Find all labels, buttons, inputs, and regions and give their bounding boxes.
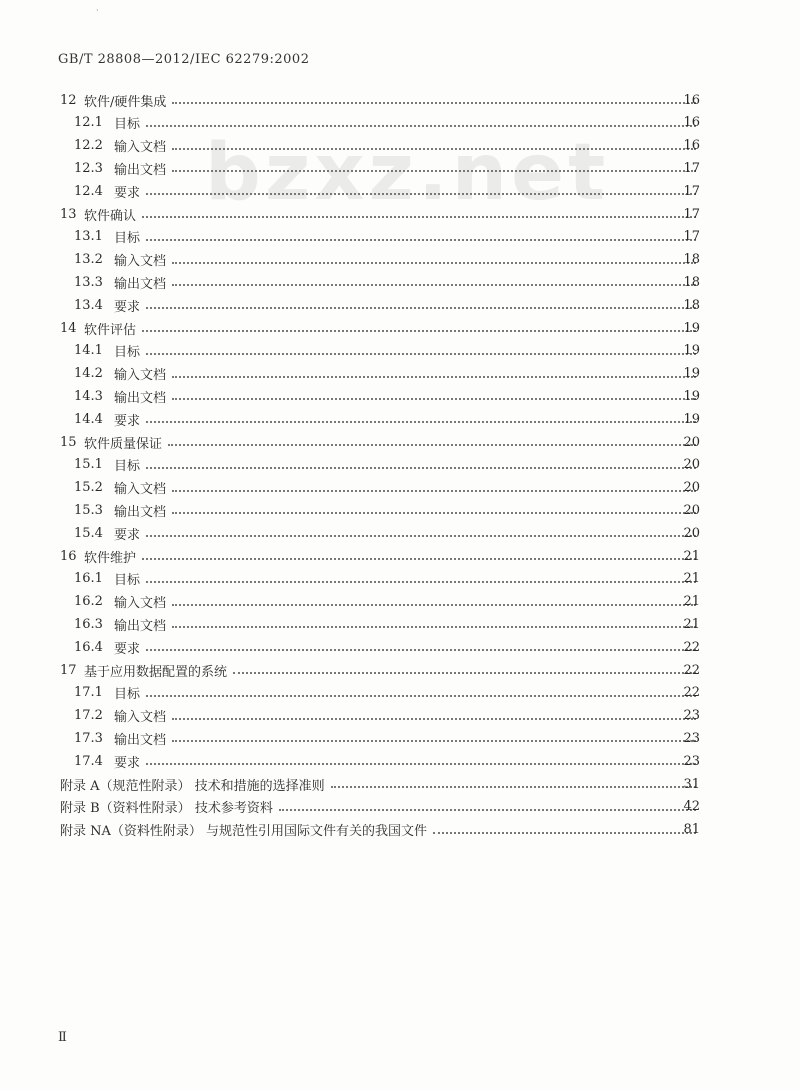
toc-entry-page: 31	[683, 776, 700, 792]
toc-entry-section[interactable]	[0, 386, 800, 406]
toc-entry-page: 18	[683, 252, 700, 268]
toc-entry-page: 81	[683, 822, 700, 838]
toc-entry-number: 16	[60, 548, 77, 564]
toc-entry-number: 12.1	[74, 115, 103, 131]
toc-entry-number: 13.1	[74, 229, 103, 245]
toc-entry-chapter[interactable]	[0, 204, 800, 224]
dot-leader	[172, 284, 696, 286]
dot-leader	[172, 102, 696, 104]
toc-entry-section[interactable]	[0, 706, 800, 726]
toc-entry-chapter[interactable]	[0, 318, 800, 338]
toc-entry-number: 14.1	[74, 343, 103, 359]
toc-entry-title: 附录 A（规范性附录） 技术和措施的选择准则	[60, 778, 325, 794]
toc-entry-title: 附录 NA（资料性附录） 与规范性引用国际文件有关的我国文件	[60, 824, 428, 840]
toc-entry-annex[interactable]	[0, 820, 800, 840]
dot-leader	[233, 672, 696, 674]
toc-entry-title: 软件维护	[84, 550, 137, 566]
toc-entry-annex[interactable]	[0, 774, 800, 794]
dot-leader	[146, 763, 696, 765]
dot-leader	[172, 740, 696, 742]
toc-entry-page: 17	[683, 183, 700, 199]
toc-entry-title: 目标	[114, 573, 141, 589]
toc-entry-page: 17	[683, 206, 700, 222]
toc-entry-page: 21	[683, 594, 700, 610]
toc-entry-number: 13	[60, 206, 77, 222]
toc-entry-number: 13.3	[74, 274, 103, 290]
scan-mark: ·	[96, 6, 99, 15]
toc-entry-number: 17.3	[74, 730, 103, 746]
toc-entry-page: 22	[683, 639, 700, 655]
toc-entry-number: 12.4	[74, 183, 103, 199]
toc-entry-number: 17.2	[74, 708, 103, 724]
toc-entry-section[interactable]	[0, 341, 800, 361]
toc-entry-title: 要求	[114, 641, 141, 657]
toc-entry-page: 16	[683, 92, 700, 108]
toc-entry-title: 要求	[114, 299, 141, 315]
toc-entry-title: 目标	[114, 117, 141, 133]
toc-entry-page: 22	[683, 685, 700, 701]
toc-entry-title: 要求	[114, 755, 141, 771]
toc-entry-title: 输出文档	[114, 732, 167, 748]
dot-leader	[172, 512, 696, 514]
dot-leader	[146, 125, 696, 127]
dot-leader	[433, 832, 696, 834]
toc-entry-section[interactable]	[0, 751, 800, 771]
dot-leader	[168, 444, 696, 446]
toc-entry-number: 15.4	[74, 525, 103, 541]
toc-entry-title: 目标	[114, 231, 141, 247]
toc-entry-page: 23	[683, 708, 700, 724]
toc-entry-chapter[interactable]	[0, 432, 800, 452]
toc-entry-section[interactable]	[0, 295, 800, 315]
toc-entry-title: 软件/硬件集成	[84, 94, 167, 110]
toc-entry-number: 16.4	[74, 639, 103, 655]
toc-entry-page: 19	[683, 320, 700, 336]
toc-entry-page: 42	[683, 799, 700, 815]
toc-entry-page: 17	[683, 160, 700, 176]
toc-entry-title: 软件质量保证	[84, 436, 163, 452]
toc-entry-page: 20	[683, 480, 700, 496]
toc-entry-section[interactable]	[0, 523, 800, 543]
dot-leader	[331, 786, 696, 788]
toc-entry-section[interactable]	[0, 181, 800, 201]
toc-entry-number: 14	[60, 320, 77, 336]
toc-entry-section[interactable]	[0, 227, 800, 247]
toc-entry-number: 15.3	[74, 502, 103, 518]
toc-entry-title: 要求	[114, 527, 141, 543]
toc-entry-number: 12.2	[74, 138, 103, 154]
dot-leader	[146, 581, 696, 583]
toc-entry-section[interactable]	[0, 637, 800, 657]
dot-leader	[172, 376, 696, 378]
dot-leader	[172, 262, 696, 264]
toc-entry-title: 目标	[114, 459, 141, 475]
toc-entry-section[interactable]	[0, 614, 800, 634]
toc-entry-title: 输出文档	[114, 276, 167, 292]
dot-leader	[146, 421, 696, 423]
toc-entry-number: 17	[60, 662, 77, 678]
toc-entry-section[interactable]	[0, 250, 800, 270]
toc-entry-section[interactable]	[0, 272, 800, 292]
toc-entry-number: 17.4	[74, 753, 103, 769]
toc-entry-page: 19	[683, 366, 700, 382]
toc-entry-title: 附录 B（资料性附录） 技术参考资料	[60, 801, 273, 817]
toc-entry-page: 23	[683, 730, 700, 746]
toc-entry-number: 13.4	[74, 297, 103, 313]
toc-entry-number: 15.2	[74, 480, 103, 496]
dot-leader	[172, 604, 696, 606]
toc-entry-number: 12.3	[74, 160, 103, 176]
toc-entry-title: 目标	[114, 687, 141, 703]
toc-entry-title: 软件确认	[84, 208, 137, 224]
dot-leader	[172, 170, 696, 172]
toc-entry-page: 18	[683, 297, 700, 313]
toc-entry-page: 17	[683, 229, 700, 245]
toc-entry-title: 输入文档	[114, 482, 167, 498]
toc-entry-number: 15	[60, 434, 77, 450]
toc-entry-title: 要求	[114, 413, 141, 429]
dot-leader	[146, 239, 696, 241]
toc-entry-section[interactable]	[0, 113, 800, 133]
toc-entry-title: 输入文档	[114, 254, 167, 270]
standard-code-header: GB/T 28808—2012/IEC 62279:2002	[58, 52, 310, 67]
toc-entry-section[interactable]	[0, 364, 800, 384]
dot-leader	[172, 398, 696, 400]
toc-entry-page: 20	[683, 457, 700, 473]
dot-leader	[172, 148, 696, 150]
toc-entry-number: 16.3	[74, 616, 103, 632]
toc-entry-title: 软件评估	[84, 322, 137, 338]
toc-entry-section[interactable]	[0, 728, 800, 748]
toc-entry-number: 16.1	[74, 571, 103, 587]
toc-entry-title: 目标	[114, 345, 141, 361]
toc-entry-page: 16	[683, 115, 700, 131]
toc-entry-title: 输入文档	[114, 596, 167, 612]
toc-entry-title: 要求	[114, 185, 141, 201]
toc-entry-number: 14.2	[74, 366, 103, 382]
toc-entry-title: 输入文档	[114, 710, 167, 726]
dot-leader	[142, 558, 696, 560]
toc-entry-title: 输入文档	[114, 368, 167, 384]
page-number-footer: Ⅱ	[58, 1030, 67, 1045]
toc-entry-number: 15.1	[74, 457, 103, 473]
toc-entry-page: 16	[683, 138, 700, 154]
dot-leader	[172, 718, 696, 720]
toc-entry-page: 18	[683, 274, 700, 290]
toc-entry-section[interactable]	[0, 683, 800, 703]
dot-leader	[172, 626, 696, 628]
toc-entry-number: 14.4	[74, 411, 103, 427]
toc-entry-page: 23	[683, 753, 700, 769]
toc-entry-title: 基于应用数据配置的系统	[84, 664, 228, 680]
toc-entry-section[interactable]	[0, 136, 800, 156]
dot-leader	[142, 330, 696, 332]
toc-entry-number: 13.2	[74, 252, 103, 268]
toc-entry-page: 19	[683, 411, 700, 427]
toc-entry-page: 22	[683, 662, 700, 678]
toc-entry-number: 16.2	[74, 594, 103, 610]
toc-entry-title: 输出文档	[114, 390, 167, 406]
toc-entry-title: 输入文档	[114, 140, 167, 156]
toc-entry-section[interactable]	[0, 478, 800, 498]
toc-entry-chapter[interactable]	[0, 90, 800, 110]
toc-entry-annex[interactable]	[0, 797, 800, 817]
dot-leader	[146, 649, 696, 651]
toc-entry-page: 20	[683, 502, 700, 518]
toc-entry-title: 输出文档	[114, 162, 167, 178]
toc-entry-section[interactable]	[0, 569, 800, 589]
toc-entry-page: 19	[683, 343, 700, 359]
toc-entry-section[interactable]	[0, 409, 800, 429]
toc-entry-page: 21	[683, 571, 700, 587]
dot-leader	[172, 490, 696, 492]
toc-entry-chapter[interactable]	[0, 546, 800, 566]
toc-entry-page: 20	[683, 525, 700, 541]
toc-entry-page: 21	[683, 548, 700, 564]
watermark: bzxz.net	[205, 128, 610, 218]
toc-entry-section[interactable]	[0, 455, 800, 475]
dot-leader	[142, 216, 696, 218]
toc-entry-title: 输出文档	[114, 618, 167, 634]
toc-entry-number: 14.3	[74, 388, 103, 404]
toc-entry-section[interactable]	[0, 500, 800, 520]
toc-entry-title: 输出文档	[114, 504, 167, 520]
dot-leader	[279, 809, 696, 811]
dot-leader	[146, 307, 696, 309]
dot-leader	[146, 467, 696, 469]
toc-entry-page: 19	[683, 388, 700, 404]
toc-entry-section[interactable]	[0, 592, 800, 612]
toc-entry-section[interactable]	[0, 158, 800, 178]
dot-leader	[146, 535, 696, 537]
toc-entry-page: 20	[683, 434, 700, 450]
toc-entry-page: 21	[683, 616, 700, 632]
toc-entry-number: 17.1	[74, 685, 103, 701]
toc-entry-chapter[interactable]	[0, 660, 800, 680]
dot-leader	[146, 353, 696, 355]
dot-leader	[146, 695, 696, 697]
toc-entry-number: 12	[60, 92, 77, 108]
dot-leader	[146, 193, 696, 195]
